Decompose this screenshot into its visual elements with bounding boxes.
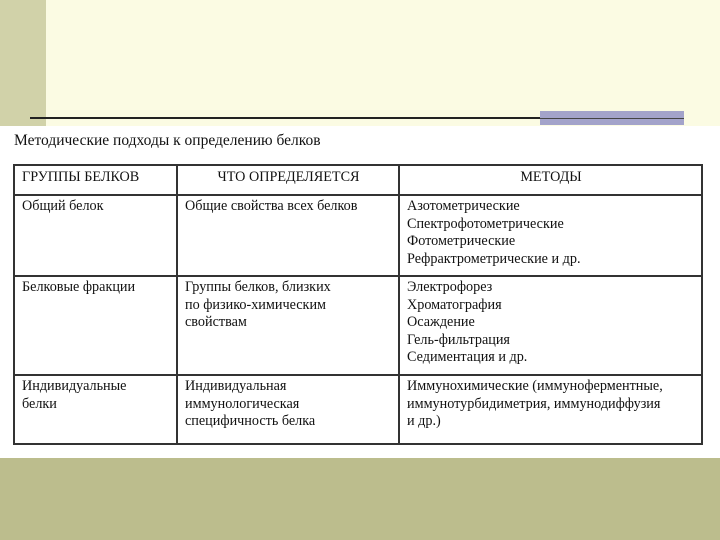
cell-text: Азотометрические [407, 198, 520, 214]
cell-what [177, 195, 399, 276]
cell-methods [399, 195, 702, 276]
cell-methods [399, 375, 702, 444]
cell-text: Хроматография [407, 296, 502, 313]
title-accent-line [540, 118, 684, 119]
cell-methods [399, 276, 702, 375]
cell-text: Рефрактрометрические и др. [407, 250, 581, 267]
cell-text: Гель-фильтрация [407, 331, 510, 348]
cell-what [177, 276, 399, 375]
cell-text: иммунологическая [185, 395, 300, 412]
cell-text: Электрофорез [407, 279, 493, 295]
cell-group [14, 195, 177, 276]
cell-group [14, 375, 177, 444]
cell-what [177, 375, 399, 444]
document-title: Методические подходы к определению белков [14, 132, 321, 149]
cell-text: свойствам [185, 314, 247, 330]
header-groups: ГРУППЫ БЕЛКОВ [14, 165, 177, 195]
cell-text: иммунотурбидиметрия, иммунодиффузия [407, 395, 661, 412]
header-methods: МЕТОДЫ [399, 165, 702, 195]
cell-text: и др.) [407, 413, 441, 429]
cell-text: Индивидуальные [22, 378, 127, 394]
cell-text: Индивидуальная [185, 378, 287, 394]
bottom-decor-band [0, 458, 720, 540]
left-decor-strip [0, 0, 46, 135]
cell-text: специфичность белка [185, 413, 316, 429]
cell-text: Общий белок [22, 198, 104, 214]
cell-text: Фотометрические [407, 233, 516, 249]
cell-group [14, 276, 177, 375]
cell-text: Седиментация и др. [407, 349, 528, 365]
methods-table [13, 164, 703, 445]
cell-text: по физико-химическим [185, 296, 327, 313]
cell-text: белки [22, 395, 57, 412]
cell-text: Группы белков, близких [185, 279, 331, 295]
scanned-document [0, 126, 720, 458]
cell-text: Белковые фракции [22, 279, 136, 295]
table-row [14, 276, 702, 375]
table-row [14, 375, 702, 444]
table-header-row [14, 165, 702, 195]
table-row [14, 195, 702, 276]
cell-text: Осаждение [407, 314, 475, 330]
header-what: ЧТО ОПРЕДЕЛЯЕТСЯ [177, 165, 399, 195]
cell-text: Общие свойства всех белков [185, 198, 358, 214]
cell-text: Иммунохимические (иммуноферментные, [407, 378, 663, 394]
cell-text: Спектрофотометрические [407, 215, 564, 232]
